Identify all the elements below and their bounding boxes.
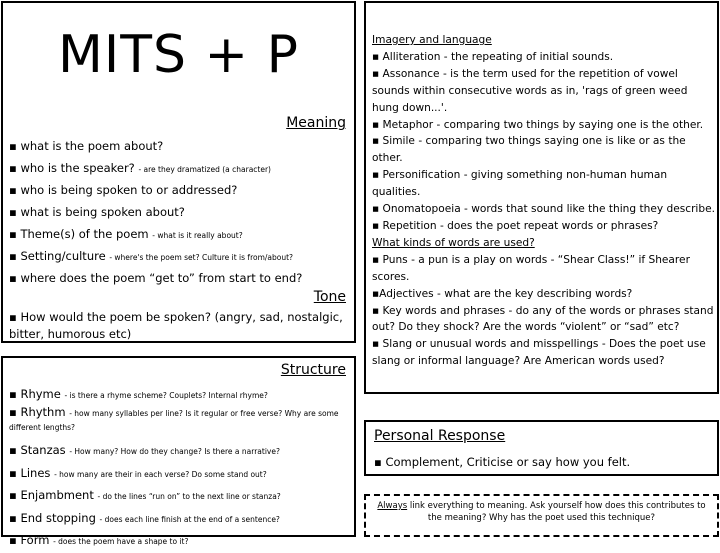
list-item: ▪ End stopping - does each line finish at the end of a sentence? <box>9 510 280 525</box>
page-title: MITS + P <box>58 25 299 85</box>
list-item: ▪ what is the poem about? <box>9 139 164 153</box>
list-item: ▪ Metaphor - comparing two things by saying one is the other. <box>372 118 704 131</box>
structure-panel <box>1 356 356 547</box>
words-heading: What kinds of words are used? <box>372 236 535 249</box>
list-item: ▪ Personification - giving something non-human human qualities. <box>372 169 668 199</box>
list-item: ▪ Rhythm - how many syllables per line? Is it regular or free verse? Why are some different lengths? <box>9 405 339 432</box>
list-item: ▪ Onomatopoeia - words that sound like the thing they describe. <box>372 203 715 216</box>
tone-text: ▪ How would the poem be spoken? (angry, sad, nostalgic, bitter, humorous etc) <box>9 310 343 341</box>
personal-response-heading: Personal Response <box>374 428 506 444</box>
tip-text: Always link everything to meaning. Ask yourself how does this contributes to the meaning? Why has the poet used this technique? <box>377 501 706 523</box>
list-item: ▪ who is the speaker? - are they dramatized (a character) <box>9 161 271 175</box>
list-item: ▪ what is being spoken about? <box>9 205 185 219</box>
tone-heading: Tone <box>313 289 346 305</box>
list-item: ▪ Setting/culture - where's the poem set? Culture it is from/about? <box>9 249 294 263</box>
personal-response-panel <box>364 420 719 476</box>
list-item: ▪ Lines - how many are their in each verse? Do some stand out? <box>9 465 267 480</box>
list-item: ▪ Puns - a pun is a play on words - “Shear Class!” if Shearer scores. <box>372 253 690 283</box>
list-item: ▪ Slang or unusual words and misspellings - Does the poet use slang or informal language? Are American words used? <box>372 338 706 368</box>
list-item: ▪ Simile - comparing two things saying one is like or as the other. <box>372 135 686 165</box>
list-item: ▪ Stanzas - How many? How do they change? Is there a narrative? <box>9 443 280 457</box>
list-item: ▪ who is being spoken to or addressed? <box>9 183 238 197</box>
list-item: ▪Adjectives - what are the key describing words? <box>372 287 633 300</box>
meaning-heading: Meaning <box>286 115 346 131</box>
mits-meaning-tone-panel <box>1 1 356 343</box>
list-item: ▪ Rhyme - is there a rhyme scheme? Couplets? Internal rhyme? <box>9 387 268 401</box>
list-item: ▪ Theme(s) of the poem - what is it really about? <box>9 227 243 241</box>
list-item: ▪ Form - does the poem have a shape to it? <box>9 533 189 547</box>
list-item: ▪ Key words and phrases - do any of the words or phrases stand out? Do they shock? Are the words “violent” or “sad” etc? <box>372 304 714 334</box>
imagery-heading: Imagery and language <box>372 34 492 46</box>
tip-callout <box>364 494 719 537</box>
list-item: ▪ Repetition - does the poet repeat words or phrases? <box>372 219 659 232</box>
list-item: ▪ Alliteration - the repeating of initial sounds. <box>372 50 614 63</box>
list-item: ▪ Assonance - is the term used for the repetition of vowel sounds within consecutive words as in, 'rags of green weed hung down...'. <box>372 67 688 114</box>
meaning-list <box>9 136 350 290</box>
list-item: ▪ Enjambment - do the lines “run on” to the next line or stanza? <box>9 488 281 502</box>
imagery-text <box>372 32 716 370</box>
list-item: ▪ where does the poem “get to” from start to end? <box>9 271 303 285</box>
structure-list <box>9 384 350 553</box>
structure-heading: Structure <box>280 362 346 378</box>
personal-response-text: ▪ Complement, Criticise or say how you felt. <box>374 455 631 469</box>
